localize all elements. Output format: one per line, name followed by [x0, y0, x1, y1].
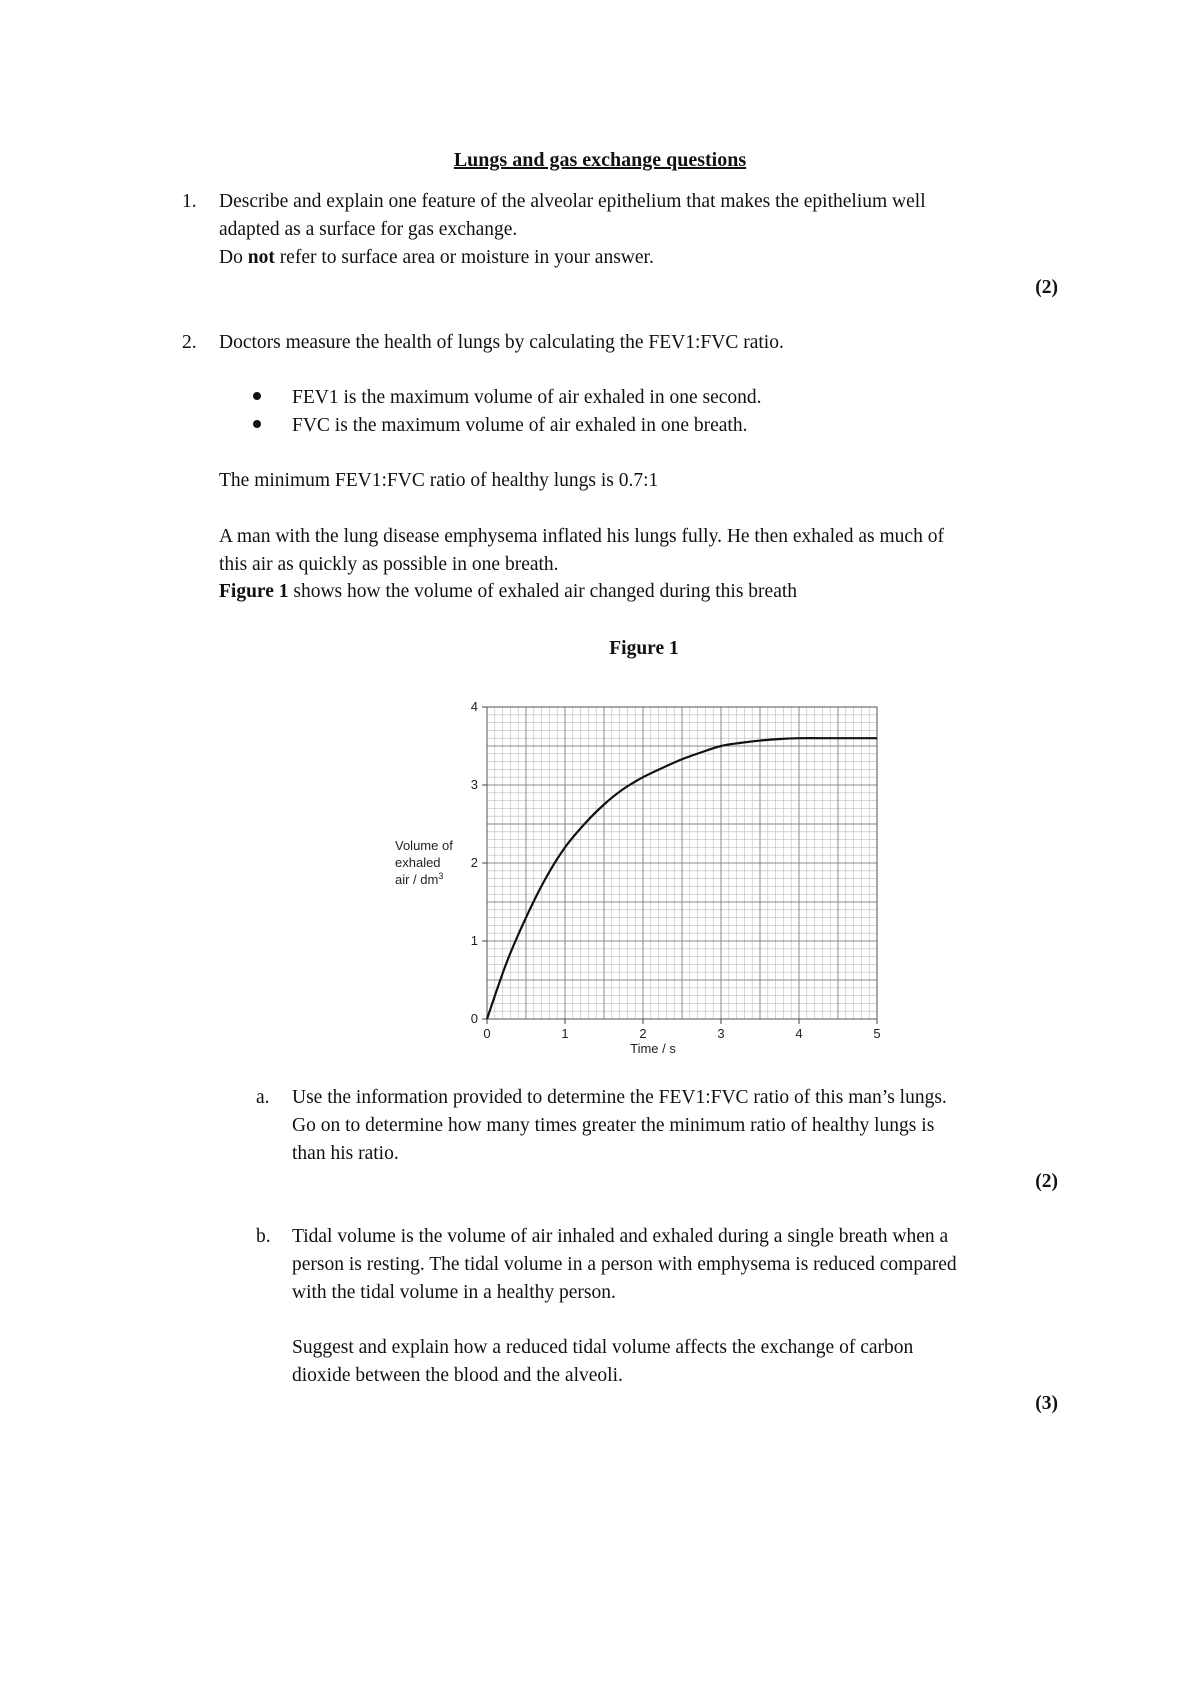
healthy-ratio-text: The minimum FEV1:FVC ratio of healthy lungs is 0.7:1 — [219, 470, 659, 491]
bullet-item-fvc: FVC is the maximum volume of air exhaled in one breath. — [292, 415, 748, 436]
scenario-text-line: this air as quickly as possible in one breath. — [219, 554, 559, 575]
x-tick-label: 1 — [561, 1026, 569, 1041]
figure-reference-rest: shows how the volume of exhaled air changed during this breath — [288, 581, 798, 602]
bullet-icon — [253, 392, 261, 400]
question-1-text-line: adapted as a surface for gas exchange. — [219, 219, 518, 240]
part-a-text-line: Use the information provided to determine the FEV1:FVC ratio of this man’s lungs. — [292, 1087, 947, 1108]
part-b-task-line: dioxide between the blood and the alveoli. — [292, 1365, 623, 1386]
y-axis-unit: air / dm — [395, 872, 439, 887]
instruction-emphasis: not — [247, 247, 275, 268]
y-tick-label: 0 — [470, 1011, 478, 1026]
question-2-intro: Doctors measure the health of lungs by calculating the FEV1:FVC ratio. — [219, 332, 784, 353]
y-axis-label-line-3 — [395, 871, 443, 887]
part-b-text-line: person is resting. The tidal volume in a person with emphysema is reduced compared — [292, 1254, 957, 1275]
figure-reference-label: Figure 1 — [219, 581, 289, 602]
bullet-icon — [253, 420, 261, 428]
part-a-text-line: than his ratio. — [292, 1143, 399, 1164]
y-tick-label: 3 — [470, 777, 478, 792]
y-axis-unit-superscript: 3 — [438, 871, 444, 881]
part-b-label: b. — [256, 1226, 271, 1247]
question-1-text-line: Describe and explain one feature of the alveolar epithelium that makes the epithelium well — [219, 191, 926, 212]
y-tick-label: 4 — [470, 699, 478, 714]
x-tick-label: 5 — [873, 1026, 881, 1041]
x-axis-label: Time / s — [630, 1041, 676, 1056]
part-b-text-line: Tidal volume is the volume of air inhaled and exhaled during a single breath when a — [292, 1226, 949, 1247]
figure-1-chart — [380, 695, 900, 1070]
chart-y-axis-label — [395, 838, 453, 887]
part-b-task-line: Suggest and explain how a reduced tidal volume affects the exchange of carbon — [292, 1337, 914, 1358]
question-1-marks: (2) — [1035, 277, 1058, 298]
instruction-prefix: Do — [219, 247, 248, 268]
y-tick-label: 2 — [470, 855, 478, 870]
question-2-number: 2. — [182, 332, 197, 353]
x-tick-label: 2 — [639, 1026, 647, 1041]
page-title: Lungs and gas exchange questions — [453, 149, 747, 171]
instruction-suffix: refer to surface area or moisture in your answer. — [274, 247, 654, 268]
question-1-number: 1. — [182, 191, 197, 212]
part-a-text-line: Go on to determine how many times greater the minimum ratio of healthy lungs is — [292, 1115, 935, 1136]
y-axis-label-line-2: exhaled — [395, 855, 441, 870]
y-tick-label: 1 — [470, 933, 478, 948]
x-tick-label: 4 — [795, 1026, 803, 1041]
part-a-label: a. — [256, 1087, 270, 1108]
part-a-marks: (2) — [1035, 1171, 1058, 1192]
question-1-instruction — [219, 246, 654, 270]
figure-title: Figure 1 — [609, 638, 679, 659]
scenario-text-line: A man with the lung disease emphysema inflated his lungs fully. He then exhaled as much of — [219, 526, 944, 547]
part-b-marks: (3) — [1035, 1393, 1058, 1414]
y-axis-label-line-1: Volume of — [395, 838, 453, 853]
x-tick-label: 0 — [483, 1026, 491, 1041]
part-b-text-line: with the tidal volume in a healthy person. — [292, 1282, 616, 1303]
bullet-item-fev1: FEV1 is the maximum volume of air exhaled in one second. — [292, 387, 762, 408]
x-tick-label: 3 — [717, 1026, 725, 1041]
figure-reference-text — [219, 580, 797, 604]
chart-axis-ticks — [471, 699, 881, 1041]
